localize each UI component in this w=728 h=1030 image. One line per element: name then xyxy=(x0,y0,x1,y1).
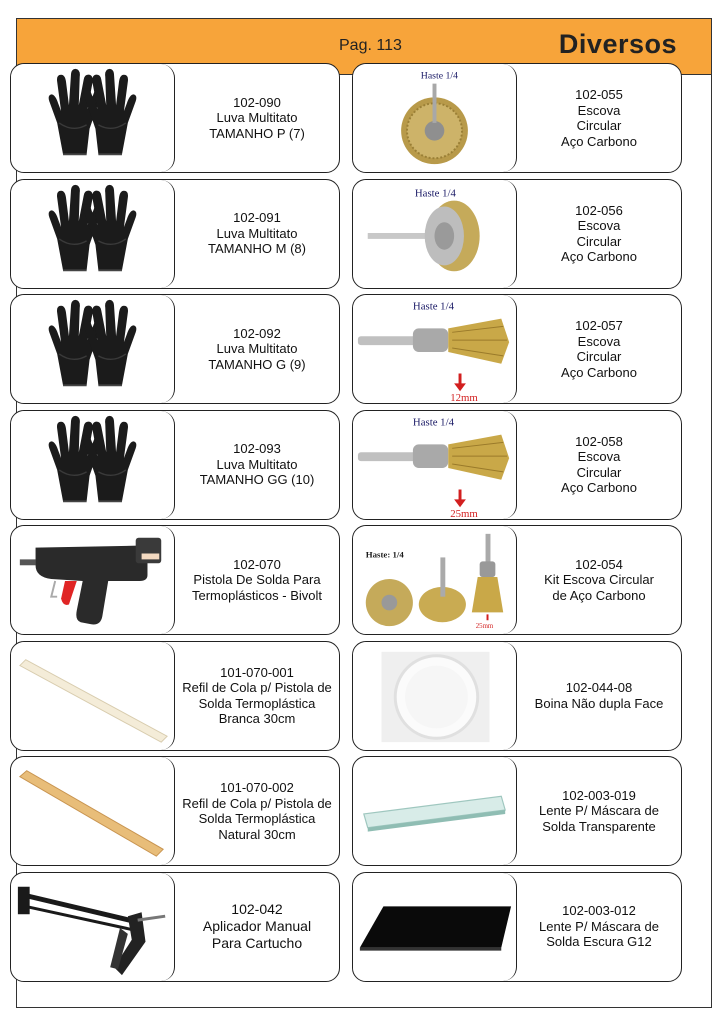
product-name-line: de Aço Carbono xyxy=(552,587,646,603)
product-name-line: TAMANHO GG (10) xyxy=(199,472,315,488)
product-card xyxy=(10,294,340,404)
product-code: 102-093 xyxy=(233,441,281,457)
product-code: 101-070-002 xyxy=(220,780,294,795)
page-number: Pag. 113 xyxy=(339,37,402,54)
product-name-line: Circular xyxy=(576,349,622,364)
product-description xyxy=(175,64,339,172)
product-name-line: Solda Transparente xyxy=(542,818,656,834)
product-code: 102-070 xyxy=(233,556,281,572)
product-name-line: TAMANHO M (8) xyxy=(208,241,306,257)
product-card xyxy=(352,641,682,751)
gloves-icon xyxy=(11,411,175,519)
polishing-pad-icon xyxy=(353,642,517,750)
product-card xyxy=(10,525,340,635)
product-description xyxy=(517,757,681,865)
product-name-line: Luva Multitato xyxy=(216,456,298,472)
product-name-line: Escova xyxy=(577,333,621,349)
product-name-line: TAMANHO G (9) xyxy=(208,356,306,372)
product-code: 102-003-012 xyxy=(562,903,636,919)
svg-text:Haste 1/4: Haste 1/4 xyxy=(414,187,456,200)
product-description xyxy=(175,642,339,750)
product-code: 102-054 xyxy=(575,556,623,572)
product-description xyxy=(517,180,681,288)
product-description xyxy=(517,295,681,403)
product-name-line: TAMANHO P (7) xyxy=(209,125,305,141)
product-card xyxy=(10,410,340,520)
product-name-line: Pistola De Solda Para xyxy=(193,572,321,588)
product-name-line: Aço Carbono xyxy=(561,249,637,264)
product-name-line: Refil de Cola p/ Pistola de xyxy=(182,795,332,811)
product-card xyxy=(352,410,682,520)
product-name-line: Escova xyxy=(577,449,621,464)
product-description xyxy=(175,180,339,288)
product-code: 102-092 xyxy=(233,325,281,341)
glue-stick-white-icon xyxy=(11,642,175,750)
product-name-line: Kit Escova Circular xyxy=(544,572,654,588)
product-card xyxy=(352,872,682,982)
svg-text:12mm: 12mm xyxy=(450,392,478,403)
end-brush-icon xyxy=(353,295,517,403)
product-code: 102-044-08 xyxy=(565,680,633,695)
product-description xyxy=(175,295,339,403)
product-name-line: Para Cartucho xyxy=(211,935,303,951)
product-name-line: Lente P/ Máscara de xyxy=(539,803,659,819)
gloves-icon xyxy=(11,180,175,288)
product-name-line: Luva Multitato xyxy=(216,225,298,241)
product-name-line: Aço Carbono xyxy=(561,133,637,149)
product-name-line: Lente P/ Máscara de xyxy=(539,918,659,934)
product-description xyxy=(517,642,681,750)
product-name-line: Solda Escura G12 xyxy=(546,934,652,950)
product-description xyxy=(175,757,339,865)
product-name-line: Natural 30cm xyxy=(218,826,296,842)
product-code: 101-070-001 xyxy=(220,664,294,680)
gloves-icon xyxy=(11,295,175,403)
product-code: 102-091 xyxy=(233,210,281,226)
product-description xyxy=(175,873,339,981)
product-description xyxy=(175,526,339,634)
product-description xyxy=(517,411,681,519)
product-card xyxy=(10,872,340,982)
product-code: 102-055 xyxy=(575,87,623,102)
wheel-brush-icon xyxy=(353,64,517,172)
product-name-line: Termoplásticos - Bivolt xyxy=(191,587,323,603)
product-name-line: Aço Carbono xyxy=(561,364,637,380)
product-card xyxy=(10,63,340,173)
product-name-line: Luva Multitato xyxy=(216,110,298,126)
svg-text:Haste 1/4: Haste 1/4 xyxy=(412,416,454,429)
product-card xyxy=(352,756,682,866)
product-name-line: Solda Termoplástica xyxy=(198,811,316,826)
product-code: 102-056 xyxy=(575,202,623,218)
product-card xyxy=(352,525,682,635)
product-name-line: Escova xyxy=(577,218,621,233)
product-code: 102-057 xyxy=(575,318,623,333)
product-name-line: Solda Termoplástica xyxy=(198,695,316,711)
product-code: 102-003-019 xyxy=(562,787,636,803)
glue-gun-icon xyxy=(11,526,175,634)
product-name-line: Circular xyxy=(576,233,622,249)
svg-text:Haste: 1/4: Haste: 1/4 xyxy=(365,549,404,560)
product-name-line: Aço Carbono xyxy=(561,480,637,495)
gloves-icon xyxy=(11,64,175,172)
svg-text:25mm: 25mm xyxy=(450,507,478,519)
caulking-gun-icon xyxy=(11,873,175,981)
product-name-line: Circular xyxy=(576,118,622,133)
product-card xyxy=(352,179,682,289)
svg-text:25mm: 25mm xyxy=(475,623,494,631)
product-name-line: Boina Não dupla Face xyxy=(534,695,664,711)
product-name-line: Circular xyxy=(576,464,622,480)
product-description xyxy=(517,873,681,981)
section-title: Diversos xyxy=(558,29,677,59)
product-description xyxy=(517,64,681,172)
end-brush-icon xyxy=(353,411,517,519)
product-description xyxy=(517,526,681,634)
svg-text:Haste 1/4: Haste 1/4 xyxy=(412,300,454,313)
product-code: 102-090 xyxy=(233,94,281,110)
product-code: 102-058 xyxy=(575,433,623,449)
brush-kit-icon xyxy=(353,526,517,634)
product-name-line: Luva Multitato xyxy=(216,341,298,357)
product-name-line: Refil de Cola p/ Pistola de xyxy=(182,680,332,695)
product-card xyxy=(10,756,340,866)
product-card xyxy=(10,179,340,289)
svg-text:Haste 1/4: Haste 1/4 xyxy=(420,70,459,82)
product-name-line: Branca 30cm xyxy=(218,711,296,726)
product-name-line: Aplicador Manual xyxy=(202,918,312,934)
product-card xyxy=(352,294,682,404)
dark-lens-icon xyxy=(353,873,517,981)
product-card xyxy=(10,641,340,751)
product-code: 102-042 xyxy=(231,901,283,917)
product-name-line: Escova xyxy=(577,102,621,118)
cup-brush-icon xyxy=(353,180,517,288)
product-card xyxy=(352,63,682,173)
glue-stick-natural-icon xyxy=(11,757,175,865)
clear-lens-icon xyxy=(353,757,517,865)
product-description xyxy=(175,411,339,519)
